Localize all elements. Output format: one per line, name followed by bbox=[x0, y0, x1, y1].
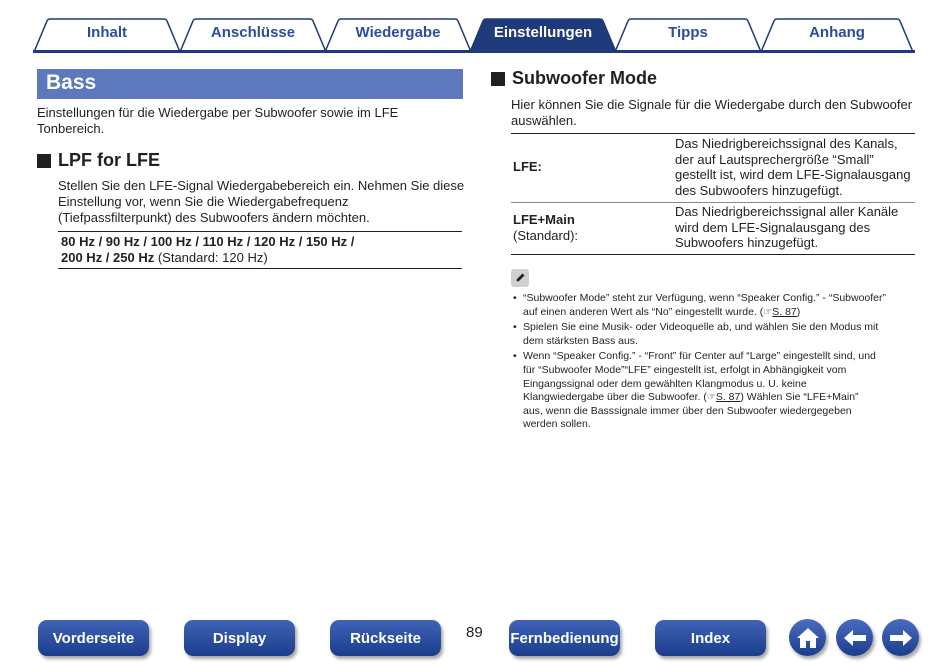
table-desc-line: Das Niedrigbereichssignal aller Kanäle bbox=[675, 204, 899, 219]
subwoofer-mode-intro bbox=[511, 97, 912, 129]
note-text: ) bbox=[796, 305, 801, 318]
divider bbox=[58, 231, 462, 232]
note-line: werden sollen. bbox=[523, 418, 591, 431]
nav-front-button[interactable]: Vorderseite bbox=[38, 620, 149, 656]
page-reference-link[interactable]: S. 87 bbox=[715, 391, 741, 404]
note-line: aus, wenn die Basssignale immer über den Subwoofer wiedergegeben bbox=[523, 404, 852, 417]
lpf-heading bbox=[37, 150, 160, 171]
note-text: auf einen anderen Wert als “No” eingestellt wurde. ( bbox=[523, 305, 764, 318]
section-title-bass: Bass bbox=[37, 69, 463, 99]
lpf-description-line: Einstellung vor, wenn Sie die Wiedergabefrequenz bbox=[58, 194, 349, 209]
tab-label: Einstellungen bbox=[493, 24, 593, 41]
note-item bbox=[513, 350, 913, 432]
lpf-frequency-options bbox=[61, 234, 354, 266]
arrow-right-icon bbox=[888, 628, 914, 648]
table-row-rule bbox=[511, 202, 915, 203]
note-text: Klangwiedergabe über die Subwoofer. ( bbox=[523, 391, 707, 404]
arrow-left-icon bbox=[842, 628, 868, 648]
note-line bbox=[523, 391, 913, 405]
page-reference-icon: ☞ bbox=[763, 306, 773, 318]
next-button[interactable] bbox=[882, 619, 919, 656]
tab-bar bbox=[0, 0, 950, 56]
square-bullet-icon bbox=[37, 154, 51, 168]
tab-wiedergabe[interactable] bbox=[324, 18, 472, 52]
note-item bbox=[513, 321, 913, 348]
note-line: • Wenn “Speaker Config.” - “Front” für Center auf “Large” eingestellt sind, und bbox=[523, 350, 876, 363]
previous-button[interactable] bbox=[836, 619, 873, 656]
tab-anschluesse[interactable] bbox=[179, 18, 327, 52]
tab-tipps[interactable] bbox=[614, 18, 762, 52]
note-line: • Spielen Sie eine Musik- oder Videoquelle ab, und wählen Sie den Modus mit bbox=[523, 321, 879, 334]
tab-label: Wiedergabe bbox=[355, 24, 441, 41]
lpf-heading-text: LPF for LFE bbox=[58, 150, 160, 170]
frequency-default: (Standard: 120 Hz) bbox=[154, 250, 268, 265]
lpf-description-line: Stellen Sie den LFE-Signal Wiedergabebereich ein. Nehmen Sie diese bbox=[58, 178, 465, 193]
lpf-description-line: (Tiefpassfilterpunkt) des Subwoofers ändern möchten. bbox=[58, 210, 370, 225]
home-icon bbox=[795, 626, 821, 650]
nav-back-button[interactable]: Rückseite bbox=[330, 620, 441, 656]
table-option-lfe: LFE: bbox=[513, 159, 542, 174]
nav-index-button[interactable]: Index bbox=[655, 620, 766, 656]
note-item bbox=[513, 292, 913, 319]
lpf-description bbox=[58, 178, 464, 226]
table-desc-line: der auf Lautsprechergröße “Small” bbox=[675, 151, 874, 167]
subwoofer-mode-heading bbox=[491, 68, 657, 89]
tab-label: Inhalt bbox=[87, 24, 127, 41]
nav-remote-button[interactable]: Fernbedienung bbox=[509, 620, 620, 656]
table-top-rule bbox=[511, 133, 915, 134]
tab-label: Anhang bbox=[809, 24, 865, 41]
tab-anhang[interactable] bbox=[760, 18, 914, 52]
table-option-sub: (Standard): bbox=[513, 228, 579, 243]
table-desc-line: des Subwoofers hinzugefügt. bbox=[675, 182, 843, 198]
tab-label: Tipps bbox=[668, 24, 708, 41]
subwoofer-mode-intro-line: Hier können Sie die Signale für die Wiedergabe durch den Subwoofer bbox=[511, 97, 913, 112]
table-option-lfe-main bbox=[513, 212, 578, 244]
note-line: Eingangssignal oder dem gewählten Klangmodus u. U. keine bbox=[523, 377, 807, 390]
subwoofer-mode-intro-line: auswählen. bbox=[511, 113, 577, 128]
page-number: 89 bbox=[466, 624, 483, 641]
tab-label: Anschlüsse bbox=[210, 24, 296, 41]
page-reference-link[interactable]: S. 87 bbox=[772, 305, 797, 318]
pencil-note-icon bbox=[511, 269, 529, 287]
tab-einstellungen[interactable] bbox=[469, 18, 617, 52]
table-option-label: LFE+Main bbox=[513, 212, 575, 227]
table-desc-line: Das Niedrigbereichssignal des Kanals, bbox=[675, 136, 898, 151]
bass-intro-line: Tonbereich. bbox=[37, 121, 105, 136]
subwoofer-mode-heading-text: Subwoofer Mode bbox=[512, 68, 657, 88]
tab-inhalt[interactable] bbox=[33, 18, 181, 52]
bass-intro bbox=[37, 105, 398, 137]
note-line: für “Subwoofer Mode”“LFE” eingestellt ist, erfolgt in Abhängigkeit vom bbox=[523, 363, 847, 376]
page-reference-icon: ☞ bbox=[706, 392, 716, 404]
square-bullet-icon bbox=[491, 72, 505, 86]
table-desc-line: wird dem LFE-Signalausgang des bbox=[675, 219, 871, 235]
nav-display-button[interactable]: Display bbox=[184, 620, 295, 656]
tab-bar-underline bbox=[33, 50, 915, 53]
table-desc-lfe-main bbox=[675, 204, 915, 251]
table-desc-lfe bbox=[675, 136, 915, 198]
table-bottom-rule bbox=[511, 254, 915, 255]
note-line: dem stärksten Bass aus. bbox=[523, 334, 638, 347]
note-line bbox=[523, 306, 913, 320]
frequency-values: 80 Hz / 90 Hz / 100 Hz / 110 Hz / 120 Hz / 150 Hz / bbox=[61, 234, 355, 249]
divider bbox=[58, 268, 462, 269]
note-text: ) Wählen Sie “LFE+Main” bbox=[740, 391, 859, 404]
home-button[interactable] bbox=[789, 619, 826, 656]
notes-list bbox=[513, 292, 913, 434]
frequency-values: 200 Hz / 250 Hz bbox=[61, 250, 155, 265]
note-line: • “Subwoofer Mode” steht zur Verfügung, wenn “Speaker Config.” - “Subwoofer” bbox=[523, 292, 887, 304]
table-desc-line: gestellt ist, wird dem LFE-Signalausgang bbox=[675, 167, 911, 182]
bass-intro-line: Einstellungen für die Wiedergabe per Subwoofer sowie im LFE bbox=[37, 105, 399, 120]
table-desc-line: Subwoofers hinzugefügt. bbox=[675, 235, 819, 250]
